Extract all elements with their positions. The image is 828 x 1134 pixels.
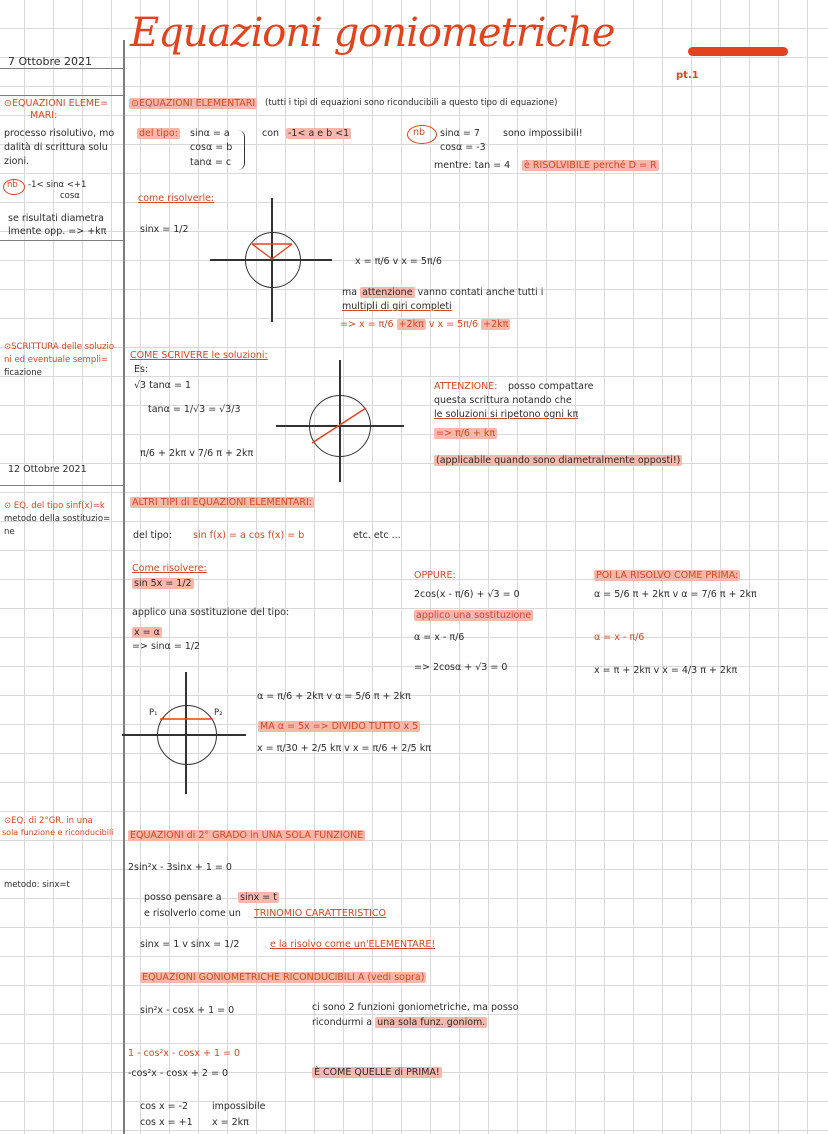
s1-mentre: mentre: tan = 4	[434, 160, 511, 171]
s4-right-sol: α = 5/6 π + 2kπ v α = 7/6 π + 2kπ	[594, 589, 757, 600]
s2-eq: sinx = 1/2	[140, 224, 189, 235]
nb-label: nb	[7, 180, 18, 190]
s1-heading: ⊙EQUAZIONI ELEMENTARI	[131, 98, 256, 109]
s2-heading: come risolverle:	[138, 193, 215, 204]
s3-att2: questa scrittura notando che	[434, 395, 572, 406]
s4-sub2: => sinα = 1/2	[132, 641, 201, 652]
margin-sec1-e: zioni.	[4, 156, 30, 167]
margin-sec3-a: ⊙ EQ. del tipo sinf(x)=k	[4, 501, 105, 511]
s1-nb-eq2: cosα = -3	[440, 142, 486, 153]
s4-eqs: sin f(x) = a cos f(x) = b	[193, 530, 305, 541]
s5-note2-a: ricondurmi a	[312, 1017, 373, 1028]
margin-sec1-b: MARI:	[30, 110, 58, 121]
s5-l1-b: sinx = t	[240, 892, 277, 903]
s4-opp-app: applico una sostituzione	[416, 610, 532, 621]
margin-sec2-a: ⊙SCRITTURA delle soluzio	[4, 342, 115, 352]
s4-p1: P₁	[149, 708, 158, 718]
s5-note1: ci sono 2 funzioni goniometriche, ma posso	[312, 1002, 519, 1013]
margin-sec1-d: dalità di scrittura solu	[4, 142, 108, 153]
margin-nb1b: cosα	[60, 191, 80, 201]
s3-es: Es:	[134, 364, 149, 375]
margin-sec2-c: ficazione	[4, 368, 42, 378]
s4-etc: etc. etc ...	[353, 530, 401, 541]
s2-sol2-c: v x = 5π/6	[428, 319, 479, 330]
s2-sol2-a: => x = π/6	[340, 319, 394, 330]
s2-note1-post: vanno contati anche tutti i	[417, 287, 544, 298]
margin-nb3: lmente opp. => +kπ	[8, 226, 107, 237]
s3-eq2: tanα = 1/√3 = √3/3	[148, 404, 241, 415]
s5-sub-head: EQUAZIONI GONIOMETRICHE RICONDUCIBILI A (vedi sopra)	[142, 972, 425, 983]
s5-heading: EQUAZIONI di 2° GRADO in UNA SOLA FUNZIONE	[130, 830, 364, 841]
s1-condition: -1< a e b <1	[288, 128, 350, 139]
s3-att4: => π/6 + kπ	[436, 428, 496, 439]
s1-eq2: cosα = b	[190, 142, 233, 153]
s5-r1-a: cos x = -2	[140, 1101, 189, 1112]
date-2: 12 Ottobre 2021	[8, 464, 87, 475]
s1-risolvibile: è RISOLVIBILE perché D = R	[524, 160, 657, 171]
s4-oppure: OPPURE:	[414, 570, 456, 581]
s1-nb-txt: sono impossibili!	[503, 128, 583, 139]
s3-att5: (applicabile quando sono diametralmente opposti!)	[436, 455, 681, 466]
s1-deltipo: del tipo:	[139, 128, 178, 139]
margin-sec4-a: ⊙EQ. di 2°GR. in una	[4, 816, 93, 826]
s2-sol2-b: +2kπ	[398, 319, 424, 330]
s5-come-prima: È COME QUELLE di PRIMA!	[314, 1067, 440, 1078]
s5-e2: 1 - cos²x - cosx + 1 = 0	[128, 1048, 241, 1059]
s5-r2-a: cos x = +1	[140, 1117, 193, 1128]
margin-sec1-a: ⊙EQUAZIONI ELEME=	[4, 98, 109, 109]
date-1: 7 Ottobre 2021	[8, 55, 93, 68]
s4-opp-res: => 2cosα + √3 = 0	[414, 662, 508, 673]
s2-note2: multipli di giri completi	[342, 301, 452, 312]
s1-nb: nb	[413, 127, 426, 138]
s5-e3: -cos²x - cosx + 2 = 0	[128, 1068, 229, 1079]
s3-att1-a: ATTENZIONE:	[434, 381, 498, 392]
s5-eq: 2sin²x - 3sinx + 1 = 0	[128, 862, 232, 873]
margin-nb1: -1< sinα <+1	[28, 180, 87, 190]
margin-sec4-b: sola funzione e riconducibili	[2, 828, 114, 837]
s3-att3: le soluzioni si ripetono ogni kπ	[434, 409, 579, 420]
s4-applico: applico una sostituzione del tipo:	[132, 607, 290, 618]
margin-sec4-c: metodo: sinx=t	[4, 880, 70, 890]
s4-sub: x = α	[134, 627, 160, 638]
s2-sol2-d: +2kπ	[483, 319, 509, 330]
s3-att1-b: posso compattare	[508, 381, 594, 392]
margin-nb2: se risultati diametra	[8, 213, 104, 224]
s5-l2-b: TRINOMIO CARATTERISTICO	[254, 908, 386, 919]
s4-alpha-sol: α = π/6 + 2kπ v α = 5/6 π + 2kπ	[257, 691, 411, 702]
s1-con: con	[262, 128, 280, 139]
s2-note1-pre: ma	[342, 287, 358, 298]
s4-ma: MA α = 5x => DIVIDO TUTTO x 5	[260, 721, 419, 732]
s4-right-sub: α = x - π/6	[594, 632, 645, 643]
s5-r1-b: impossibile	[212, 1101, 266, 1112]
s5-l1-a: posso pensare a	[144, 892, 222, 903]
margin-sec2-b: ni ed eventuale sempli=	[4, 355, 109, 365]
s3-sol: π/6 + 2kπ v 7/6 π + 2kπ	[140, 448, 254, 459]
margin-sec3-b: metodo della sostituzio=	[4, 514, 111, 524]
margin-sec1-c: processo risolutivo, mo	[4, 128, 115, 139]
s4-x-sol: x = π/30 + 2/5 kπ v x = π/6 + 2/5 kπ	[257, 743, 431, 754]
s4-eq: sin 5x = 1/2	[134, 578, 192, 589]
s4-heading: ALTRI TIPI di EQUAZIONI ELEMENTARI:	[132, 497, 312, 508]
s5-l3-a: sinx = 1 v sinx = 1/2	[140, 939, 240, 950]
s3-eq1: √3 tanα = 1	[134, 380, 191, 391]
s5-note2-b: una sola funz. goniom.	[377, 1017, 486, 1028]
page-title: Equazioni goniometriche	[130, 10, 615, 56]
s1-eq3: tanα = c	[190, 157, 232, 168]
s4-right-final: x = π + 2kπ v x = 4/3 π + 2kπ	[594, 665, 738, 676]
s4-deltipo: del tipo:	[133, 530, 172, 541]
s5-l2-a: e risolverlo come un	[144, 908, 241, 919]
s4-come: Come risolvere:	[132, 563, 207, 574]
s1-nb-eq1: sinα = 7	[440, 128, 480, 139]
s5-l3-b: e la risolvo come un'ELEMENTARE!	[270, 939, 436, 950]
s5-r2-b: x = 2kπ	[212, 1117, 249, 1128]
s4-opp-eq: 2cos(x - π/6) + √3 = 0	[414, 589, 520, 600]
s1-heading-tail: (tutti i tipi di equazioni sono riconducibili a questo tipo di equazione)	[265, 98, 558, 108]
s4-p2: P₂	[214, 708, 223, 718]
s2-note1-hl: attenzione	[362, 287, 413, 298]
s1-eq1: sinα = a	[190, 128, 230, 139]
s2-sol: x = π/6 v x = 5π/6	[355, 256, 442, 267]
s5-e1: sin²x - cosx + 1 = 0	[140, 1005, 235, 1016]
s4-opp-sub: α = x - π/6	[414, 632, 465, 643]
part-label: pt.1	[676, 70, 699, 81]
margin-sec3-c: ne	[4, 527, 15, 537]
s4-right-head: POI LA RISOLVO COME PRIMA:	[596, 570, 739, 581]
s3-heading: COME SCRIVERE le soluzioni:	[130, 350, 268, 361]
